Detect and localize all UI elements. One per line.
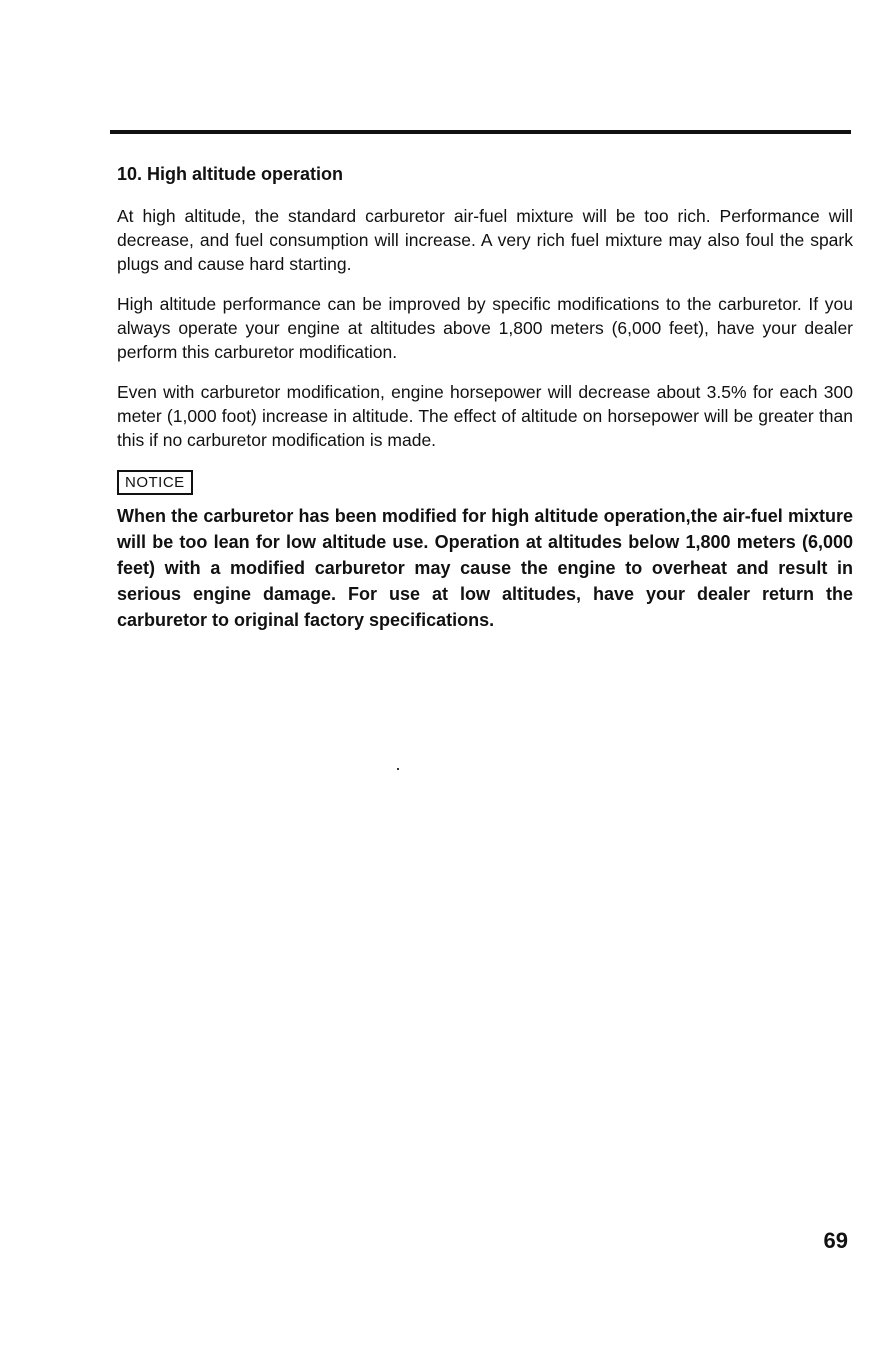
header-rule (110, 130, 851, 134)
page-content (117, 162, 853, 633)
paragraph-modification: High altitude performance can be improved by specific modifications to the carburetor. If you always operate your engine at altitudes above 1,800 meters (6,000 feet), have your dealer perform this carburetor modification. (117, 294, 853, 362)
paragraph-horsepower: Even with carburetor modification, engine horsepower will decrease about 3.5% for each 300 meter (1,000 foot) increase in altitude. The effect of altitude on horsepower will be greater than this if no carburetor modification is made. (117, 382, 853, 450)
notice-label: NOTICE (117, 470, 193, 495)
paragraph-rich-mixture: At high altitude, the standard carburetor air-fuel mixture will be too rich. Performance will decrease, and fuel consumption will increase. A very rich fuel mixture may also foul the spark plugs and cause hard starting. (117, 206, 853, 274)
stray-dot-mark (397, 768, 399, 770)
page-number: 69 (823, 1228, 848, 1253)
notice-text: When the carburetor has been modified for high altitude operation,the air-fuel mixture will be too lean for low altitude use. Operation at altitudes below 1,800 meters (6,000 feet) with a modified carburetor may cause the engine to overheat and result in serious engine damage. For use at low altitudes, have your dealer return the carburetor to original factory specifications. (117, 506, 853, 630)
section-title: 10. High altitude operation (117, 164, 344, 184)
